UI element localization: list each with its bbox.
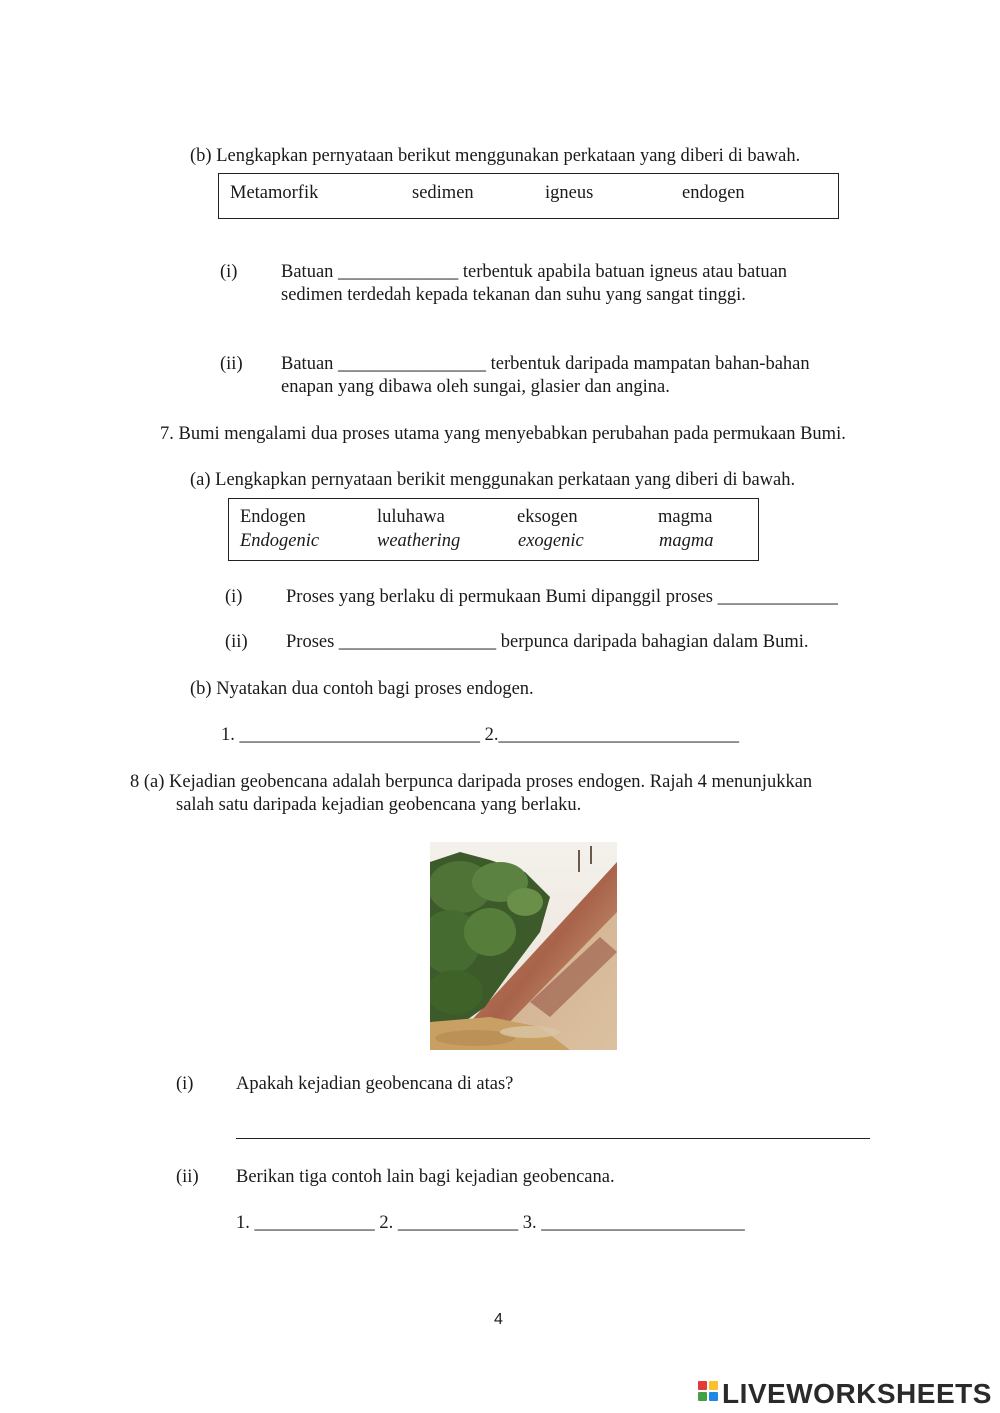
q7a-word-box	[228, 498, 759, 561]
q7b-answer-lines[interactable]: 1. __________________________ 2.__________________________	[221, 725, 739, 745]
word-option: Endogen	[240, 507, 306, 527]
word-option: igneus	[545, 183, 594, 203]
word-option: magma	[658, 507, 713, 527]
q6b-i-line2: sedimen terdedah kepada tekanan dan suhu yang sangat tinggi.	[281, 285, 746, 305]
q8a-i-number: (i)	[176, 1074, 194, 1094]
q8a-ii-number: (ii)	[176, 1167, 199, 1187]
logo-square-icon	[709, 1381, 718, 1390]
word-option: luluhawa	[377, 507, 445, 527]
word-option-english: magma	[659, 531, 714, 551]
landslide-drawing	[430, 842, 617, 1050]
word-option: endogen	[682, 183, 745, 203]
word-option-english: exogenic	[518, 531, 584, 551]
q6b-i-line1: Batuan _____________ terbentuk apabila batuan igneus atau batuan	[281, 262, 788, 282]
q6b-ii-line2: enapan yang dibawa oleh sungai, glasier dan angina.	[281, 377, 670, 397]
q6b-instruction: (b) Lengkapkan pernyataan berikut menggunakan perkataan yang diberi di bawah.	[190, 146, 801, 166]
word-option: eksogen	[517, 507, 578, 527]
q7a-ii-text: Proses _________________ berpunca daripada bahagian dalam Bumi.	[286, 632, 809, 652]
q6b-ii-line1: Batuan ________________ terbentuk daripada mampatan bahan-bahan	[281, 354, 810, 374]
q8a-i-answer-line[interactable]	[236, 1138, 870, 1139]
q7-stem: 7. Bumi mengalami dua proses utama yang menyebabkan perubahan pada permukaan Bumi.	[160, 424, 846, 444]
q7a-i-number: (i)	[225, 587, 243, 607]
logo-square-icon	[698, 1381, 707, 1390]
q8a-line2: salah satu daripada kejadian geobencana yang berlaku.	[176, 795, 582, 815]
q8a-line1: 8 (a) Kejadian geobencana adalah berpunca daripada proses endogen. Rajah 4 menunjukkan	[130, 772, 813, 792]
page-number: 4	[494, 1311, 503, 1328]
logo-square-icon	[709, 1392, 718, 1401]
q6b-ii-number: (ii)	[220, 354, 243, 374]
q6b-word-box	[218, 173, 839, 219]
word-option: Metamorfik	[230, 183, 319, 203]
q8a-i-text: Apakah kejadian geobencana di atas?	[236, 1074, 514, 1094]
q7a-ii-number: (ii)	[225, 632, 248, 652]
word-option: sedimen	[412, 183, 474, 203]
q8a-ii-text: Berikan tiga contoh lain bagi kejadian geobencana.	[236, 1167, 615, 1187]
word-option-english: weathering	[377, 531, 461, 551]
q6b-i-number: (i)	[220, 262, 238, 282]
landslide-photo	[430, 842, 617, 1050]
q7a-i-text: Proses yang berlaku di permukaan Bumi dipanggil proses _____________	[286, 587, 838, 607]
word-option-english: Endogenic	[240, 531, 320, 551]
q7b-instruction: (b) Nyatakan dua contoh bagi proses endogen.	[190, 679, 534, 699]
brand-name: LIVEWORKSHEETS	[722, 1378, 992, 1409]
q7a-instruction: (a) Lengkapkan pernyataan berikit menggunakan perkataan yang diberi di bawah.	[190, 470, 796, 490]
q8a-ii-answer-lines[interactable]: 1. _____________ 2. _____________ 3. ______________________	[236, 1213, 745, 1233]
liveworksheets-logo-icon	[698, 1381, 718, 1401]
logo-square-icon	[698, 1392, 707, 1401]
